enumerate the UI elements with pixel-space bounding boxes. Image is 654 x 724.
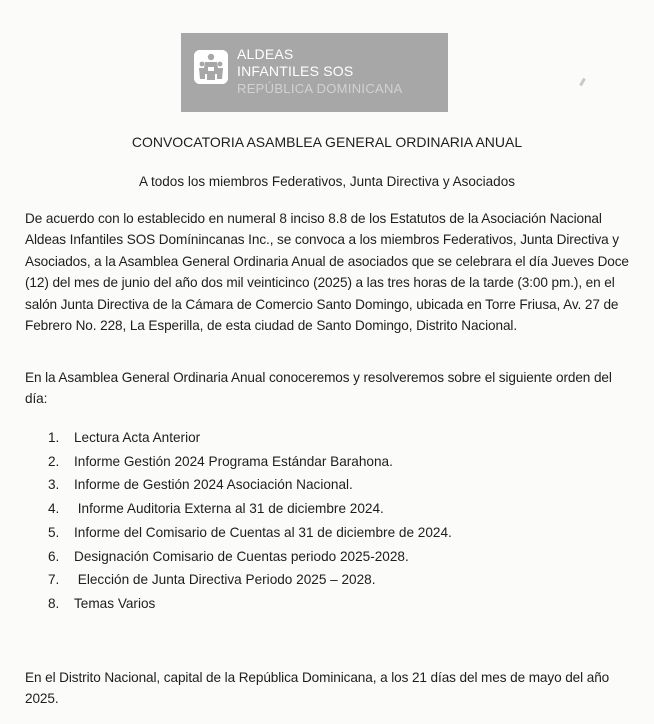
agenda-item-number: 7. (48, 572, 60, 588)
agenda-item-number: 1. (48, 430, 60, 445)
scan-speck (579, 78, 586, 86)
logo-wordmark (237, 46, 403, 98)
convocation-paragraph: De acuerdo con lo establecido en numeral 8 inciso 8.8 de los Estatutos de la Asociación Nacional Aldeas Infantiles SOS Domínincanas Inc., se convoca a los miembros Federativos, Junta Directiva y Asociados, a la Asamblea General Ordinaria Anual de asociados que se celebrara el día Jueves Doce (12) del mes de junio del año dos mil veinticinco (2025) a las tres horas de la tarde (3:00 pm.), en el salón Junta Directiva de la Cámara de Comercio Santo Domingo, ubicada en Torre Friusa, Av. 27 de Febrero No. 228, La Esperilla, de esta ciudad de Santo Domingo, Distrito Nacional. (25, 211, 629, 334)
closing-paragraph: En el Distrito Nacional, capital de la República Dominicana, a los 21 días del mes de mayo del año 2025. (25, 670, 610, 707)
logo-line-country: REPÚBLICA DOMINICANA (237, 81, 403, 96)
list-item (48, 545, 452, 569)
list-item (48, 592, 452, 616)
agenda-item-text: Designación Comisario de Cuentas periodo 2025-2028. (74, 548, 409, 564)
list-item (48, 426, 452, 450)
agenda-item-text: Elección de Junta Directiva Periodo 2025 – 2028. (74, 572, 376, 588)
agenda-item-number: 6. (48, 548, 60, 564)
organization-logo (181, 33, 448, 112)
logo-line-aldeas: ALDEAS (237, 46, 294, 62)
sos-children-emblem-icon (194, 50, 228, 84)
agenda-item-text: Informe de Gestión 2024 Asociación Nacional. (74, 477, 353, 493)
agenda-list (48, 426, 452, 616)
list-item (48, 568, 452, 592)
list-item (48, 473, 452, 497)
agenda-item-number: 4. (48, 501, 60, 517)
agenda-item-text: Temas Varios (74, 595, 156, 611)
list-item (48, 521, 452, 545)
agenda-item-text: Lectura Acta Anterior (74, 430, 201, 445)
agenda-item-number: 3. (48, 477, 60, 493)
list-item (48, 497, 452, 521)
document-title: CONVOCATORIA ASAMBLEA GENERAL ORDINARIA ANUAL (131, 134, 523, 150)
document-subtitle: A todos los miembros Federativos, Junta Directiva y Asociados (139, 174, 515, 189)
agenda-intro-paragraph: En la Asamblea General Ordinaria Anual conoceremos y resolveremos sobre el siguiente orden del día: (25, 370, 612, 407)
agenda-item-text: Informe Gestión 2024 Programa Estándar Barahona. (74, 453, 393, 469)
agenda-item-text: Informe Auditoria Externa al 31 de diciembre 2024. (74, 501, 384, 517)
logo-line-infantiles-sos: INFANTILES SOS (237, 63, 354, 79)
agenda-item-text: Informe del Comisario de Cuentas al 31 de diciembre de 2024. (74, 524, 452, 540)
agenda-item-number: 8. (48, 595, 60, 611)
agenda-item-number: 5. (48, 524, 60, 540)
list-item (48, 450, 452, 474)
agenda-item-number: 2. (48, 453, 60, 469)
